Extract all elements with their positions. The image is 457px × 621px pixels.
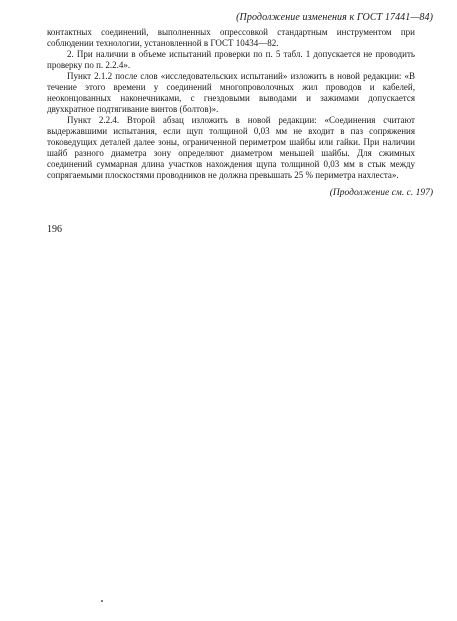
scan-speck [101, 600, 103, 602]
paragraph-clause-2-1-2: Пункт 2.1.2 после слов «исследовательских испытаний» изложить в новой редакции: «В течение этого времени у соединений многопроволочных жил проводов и кабелей, неоконцованных наконечниками, с гнездовыми выводами и зажимами допускается двухкратное подтягивание винтов (болтов)». [47, 71, 415, 114]
paragraph-note-2: 2. При наличии в объеме испытаний проверки по п. 5 табл. 1 допускается не проводить проверку по п. 2.2.4». [47, 49, 415, 70]
page-number: 196 [47, 224, 62, 235]
page-header: (Продолжение изменения к ГОСТ 17441—84) [236, 12, 433, 23]
continuation-note: (Продолжение см. с. 197) [329, 188, 433, 198]
body-text [47, 27, 415, 181]
paragraph-continuation: контактных соединений, выполненных опрессовкой стандартным инструментом при соблюдении технологии, установленной в ГОСТ 10434—82. [47, 27, 415, 48]
paragraph-clause-2-2-4: Пункт 2.2.4. Второй абзац изложить в новой редакции: «Соединения считают выдержавшими испытания, если щуп толщиной 0,03 мм не входит в паз сопряжения токоведущих деталей далее зоны, ограниченной периметром шайбы или гайки. При наличии шайб разного диаметра зону определяют диаметром меньшей шайбы. Для сжимных соединений суммарная длина участков нахождения щупа толщиной 0,03 мм в стык между сопрягаемыми плоскостями проводников не должна превышать 25 % периметра нахлеста». [47, 115, 415, 180]
